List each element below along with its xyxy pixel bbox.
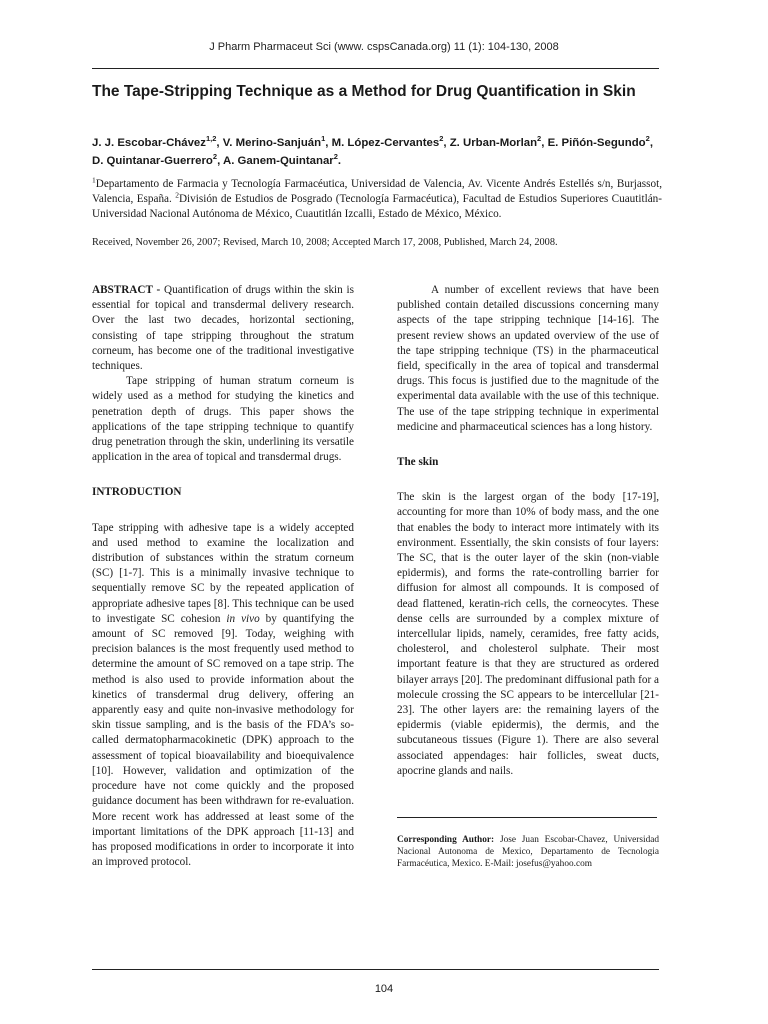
footnote-text: Jose Juan Escobar-Chavez, Universidad Nacional Autonoma de Mexico, Departamento de Tecnologia Farmacéutica, Mexico. E-Mail: josefus@yahoo.com: [397, 835, 659, 870]
intro-text-b: by quantifying the amount of SC removed [9]. Today, weighing with precision balances is the most frequently used method to determine the amount of SC removed on a tape strip. The method is also used to provide information about the kinetics of transdermal drug delivery, offering an apparently easy and quite non-invasive methodology for skin tissue sampling, and is the basis of the FDA’s so-called dermatopharmacokinetic (DPK) approach to the assessment of topical bioavailability and bioequivalence [10]. However, validation and optimization of the procedure have not come quickly and the proposed guidance document has been withdrawn for re-evaluation. More recent work has addressed at least some of the important limitations of the DPK approach [11-13] and has proposed modifications in order to incorporate it into an improved protocol.: [92, 612, 355, 869]
affiliations: [92, 177, 662, 222]
author-name: M. López-Cervantes: [331, 137, 440, 149]
author-name: Z. Urban-Morlan: [449, 137, 538, 149]
author-list: J. J. Escobar-Chávez$^{1,2}$, V. Merino-Sanjuán$^1$, M. López-Cervantes$^2$, Z. Urban-Morlan$^2$, E. Piñón-Segundo$^2$, D. Quintanar-Guerrero$^2$, A. Ganem-Quintanar$^2$.: [92, 134, 653, 167]
author-name: A. Ganem-Quintanar: [222, 155, 334, 167]
footnote-label: Corresponding Author:: [397, 835, 495, 846]
author-name: D. Quintanar-Guerrero: [92, 155, 213, 167]
author-affiliation-mark: 2: [439, 134, 444, 144]
page-number: 104: [374, 983, 394, 995]
article-title: The Tape-Stripping Technique as a Method for Drug Quantification in Skin: [92, 83, 636, 100]
introduction-heading: INTRODUCTION: [92, 486, 182, 499]
abstract-paragraph-1: [92, 283, 354, 374]
author-name: V. Merino-Sanjuán: [222, 137, 322, 149]
affiliation-1: Departamento de Farmacia y Tecnología Farmacéutica, Universidad de Valencia, Av. Vicente Andrés Estellés s/n, Burjassot, Valencia, España.: [92, 178, 662, 205]
intro-text-a: Tape stripping with adhesive tape is a widely accepted and used method to examine the localization and distribution of substances within the stratum corneum (SC) [1-7]. This is a minimally invasive technique to sequentially remove SC by the repeated application of appropriate adhesive tapes [8]. This technique can be used to investigate SC cohesion: [92, 521, 354, 625]
affiliation-1-mark: 1: [92, 175, 96, 185]
abstract-paragraph-2: Tape stripping of human stratum corneum is widely used as a method for studying the kinetics and penetration depth of drugs. This paper shows the applications of the tape stripping technique to quantify drug penetration through the skin, underlining its versatile application in the area of topical and transdermal drugs.: [92, 375, 354, 464]
author-affiliation-mark: 2: [537, 134, 542, 144]
abstract-text-1: Quantification of drugs within the skin is essential for topical and transdermal delivery research. Over the last two decades, horizontal sectioning, consisting of tape stripping throughout the stratum corneum, has become one of the traditional investigative techniques.: [92, 284, 354, 373]
right-column: [397, 283, 659, 870]
reviews-paragraph: A number of excellent reviews that have been published contain detailed discussions concerning many aspects of the tape stripping technique [14-16]. The present review shows an updated overview of the use of the tape stripping technique (TS) in the pharmaceutical field, specifically in the area of topical and transdermal drugs. This focus is justified due to the magnitude of the experimental data available with the use of this technique. The use of the tape stripping technique in experimental medicine and pharmaceutical sciences has a long history.: [397, 284, 659, 433]
author-affiliation-mark: 1,2: [205, 134, 217, 144]
author-name: J. J. Escobar-Chávez: [92, 137, 206, 149]
skin-paragraph: The skin is the largest organ of the body [17-19], accounting for more than 10% of body mass, and the one that enables the body to interact more intimately with its environment. Essentially, the skin consists of four layers: The SC, that is the outer layer of the skin (non-viable epidermis), and forms the rate-controlling barrier for diffusion for almost all compounds. It is composed of dead flattened, keratin-rich cells, the corneocytes. These dense cells are surrounded by a complex mixture of intercellular lipids, namely, ceramides, free fatty acids, cholesterol, and cholesterol sulphate. Their most important feature is that they are structured as ordered bilayer arrays [20]. The predominant diffusional path for a molecule crossing the SC appears to be intercellular [21-23]. The other layers are: the remaining layers of the epidermis (viable epidermis), the dermis, and the subcutaneous tissues (Figure 1). There are also several associated appendages: hair follicles, sweat ducts, apocrine glands and nails.: [397, 491, 659, 777]
author-affiliation-mark: 2: [333, 152, 338, 162]
author-affiliation-mark: 2: [645, 134, 650, 144]
corresponding-author-footnote: [397, 834, 659, 870]
affiliation-2-mark: 2: [175, 190, 179, 200]
intro-text-italic: in vivo: [226, 612, 260, 625]
received-dates: Received, November 26, 2007; Revised, March 10, 2008; Accepted March 17, 2008, Published, March 24, 2008.: [92, 237, 558, 248]
abstract-label: ABSTRACT -: [92, 284, 161, 296]
author-affiliation-mark: 2: [212, 152, 218, 162]
affiliation-2: División de Estudios de Posgrado (Tecnología Farmacéutica), Facultad de Estudios Superiores Cuautitlán-Universidad Nacional Autónoma de México, Cuautitlán Izcalli, Estado de México, México.: [92, 193, 662, 220]
introduction-paragraph: [92, 521, 354, 871]
author-affiliation-mark: 1: [321, 134, 326, 144]
journal-citation-header: J Pharm Pharmaceut Sci (www. cspsCanada.org) 11 (1): 104-130, 2008: [209, 41, 559, 53]
left-column: [92, 283, 354, 870]
footer-rule: [92, 969, 659, 970]
header-rule: [92, 68, 659, 69]
author-name: E. Piñón-Segundo: [547, 137, 646, 149]
skin-heading: The skin: [397, 456, 439, 469]
